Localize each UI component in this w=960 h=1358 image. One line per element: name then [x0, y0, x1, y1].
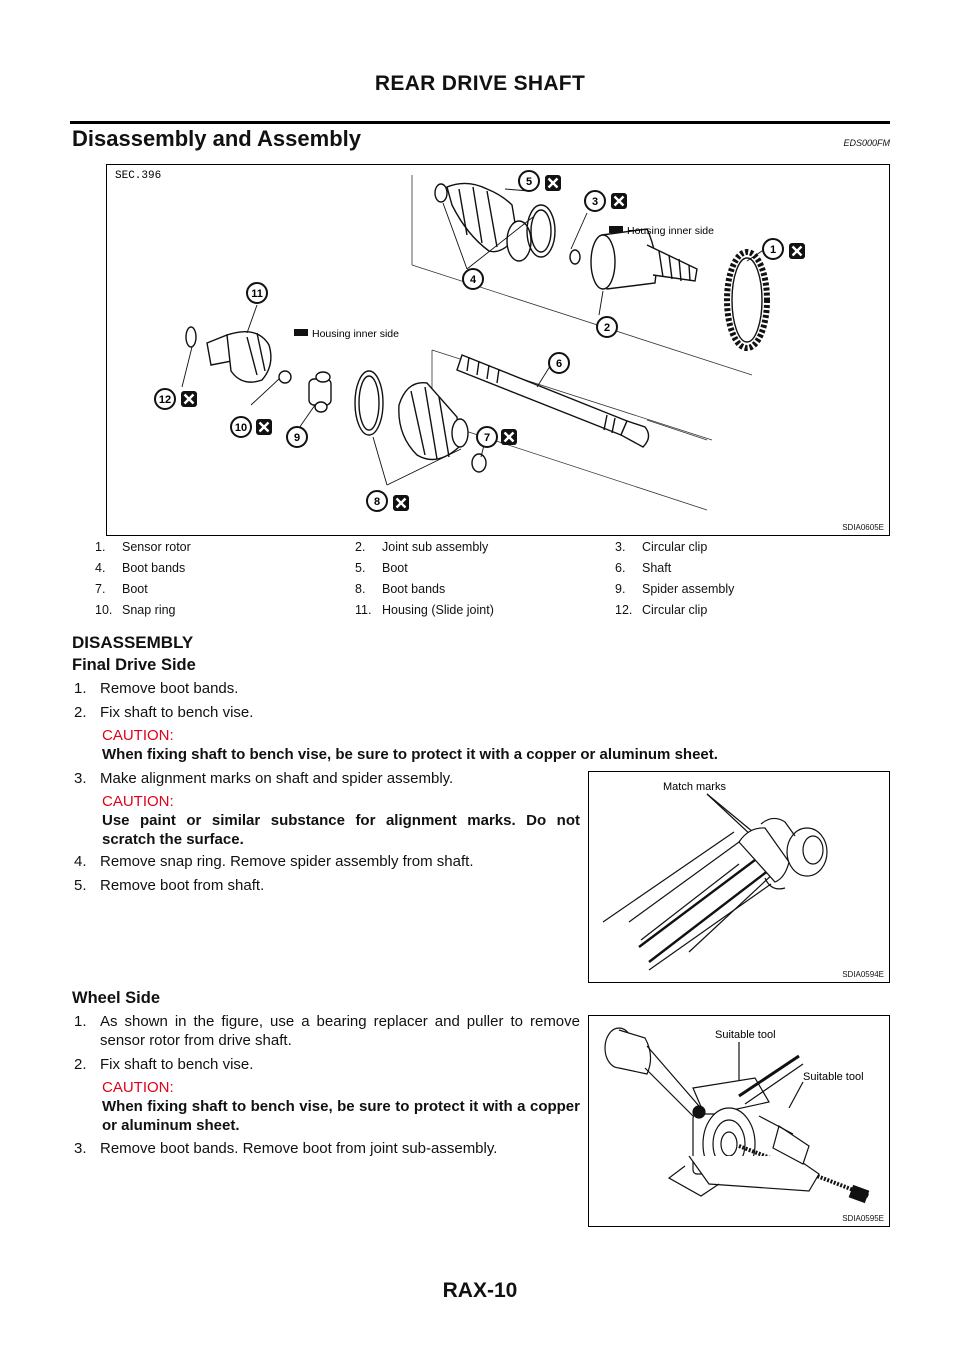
callout-2: 2	[603, 322, 611, 334]
legend-row: 1. Sensor rotor 2. Joint sub assembly 3. Circular clip	[95, 539, 708, 554]
suitable-tool-label-1: Suitable tool	[715, 1029, 776, 1041]
match-marks-figure	[588, 771, 890, 983]
caution-label-2: CAUTION:	[102, 793, 174, 810]
ws-step-3: 3. Remove boot bands. Remove boot from joint sub-assembly.	[74, 1140, 498, 1157]
callout-1: 1	[769, 244, 777, 256]
fd-step-2: 2. Fix shaft to bench vise.	[74, 704, 254, 721]
header-rule	[70, 121, 890, 124]
suitable-tool-label-2: Suitable tool	[803, 1071, 864, 1083]
callout-4: 4	[469, 274, 477, 286]
figure-code: SDIA0594E	[842, 970, 884, 979]
sec-label: SEC.396	[115, 170, 162, 182]
fd-step-5: 5. Remove boot from shaft.	[74, 877, 265, 894]
callout-6: 6	[555, 358, 563, 370]
section-title: Disassembly and Assembly	[72, 126, 361, 151]
suitable-tool-figure	[588, 1015, 890, 1227]
caution-text-2: Use paint or similar substance for alignment marks. Do not scratch the surface.	[102, 812, 580, 848]
fd-step-4: 4. Remove snap ring. Remove spider assembly from shaft.	[74, 853, 474, 870]
caution-text-1: When fixing shaft to bench vise, be sure to protect it with a copper or aluminum sheet.	[102, 746, 718, 763]
callout-12: 12	[158, 394, 172, 406]
section-code: EDS000FM	[843, 138, 890, 148]
fd-step-1: 1. Remove boot bands.	[74, 680, 239, 697]
exploded-view-figure	[106, 164, 890, 536]
disassembly-heading: DISASSEMBLY	[72, 633, 194, 652]
ws-step-2: 2. Fix shaft to bench vise.	[74, 1056, 254, 1073]
callout-5: 5	[525, 176, 533, 188]
callout-7: 7	[483, 432, 491, 444]
housing-label-lower: Housing inner side	[312, 328, 399, 340]
callout-9: 9	[293, 432, 301, 444]
page-header-title: REAR DRIVE SHAFT	[374, 72, 586, 95]
caution-label-3: CAUTION:	[102, 1079, 174, 1096]
legend-row: 4. Boot bands 5. Boot 6. Shaft	[95, 560, 672, 575]
wheel-side-heading: Wheel Side	[72, 989, 161, 1007]
match-marks-label: Match marks	[663, 781, 726, 793]
figure-code: SDIA0595E	[842, 1214, 884, 1223]
legend-row: 7. Boot 8. Boot bands 9. Spider assembly	[95, 581, 735, 596]
fd-step-3: 3. Make alignment marks on shaft and spider assembly.	[74, 770, 454, 787]
callout-3: 3	[591, 196, 599, 208]
ws-step-1: 1. As shown in the figure, use a bearing replacer and puller to remove sensor rotor from drive shaft.	[74, 1013, 580, 1049]
caution-label-1: CAUTION:	[102, 727, 174, 744]
caution-text-3: When fixing shaft to bench vise, be sure to protect it with a copper or aluminum sheet.	[102, 1098, 580, 1134]
figure-code: SDIA0605E	[842, 523, 884, 532]
parts-legend	[95, 536, 875, 620]
final-drive-heading: Final Drive Side	[72, 656, 196, 674]
housing-label-upper: Housing inner side	[627, 225, 714, 237]
callout-8: 8	[373, 496, 381, 508]
legend-row: 10. Snap ring 11. Housing (Slide joint) 12. Circular clip	[95, 602, 708, 617]
callout-11: 11	[251, 288, 263, 300]
page-number: RAX-10	[442, 1279, 518, 1302]
callout-10: 10	[234, 422, 248, 434]
